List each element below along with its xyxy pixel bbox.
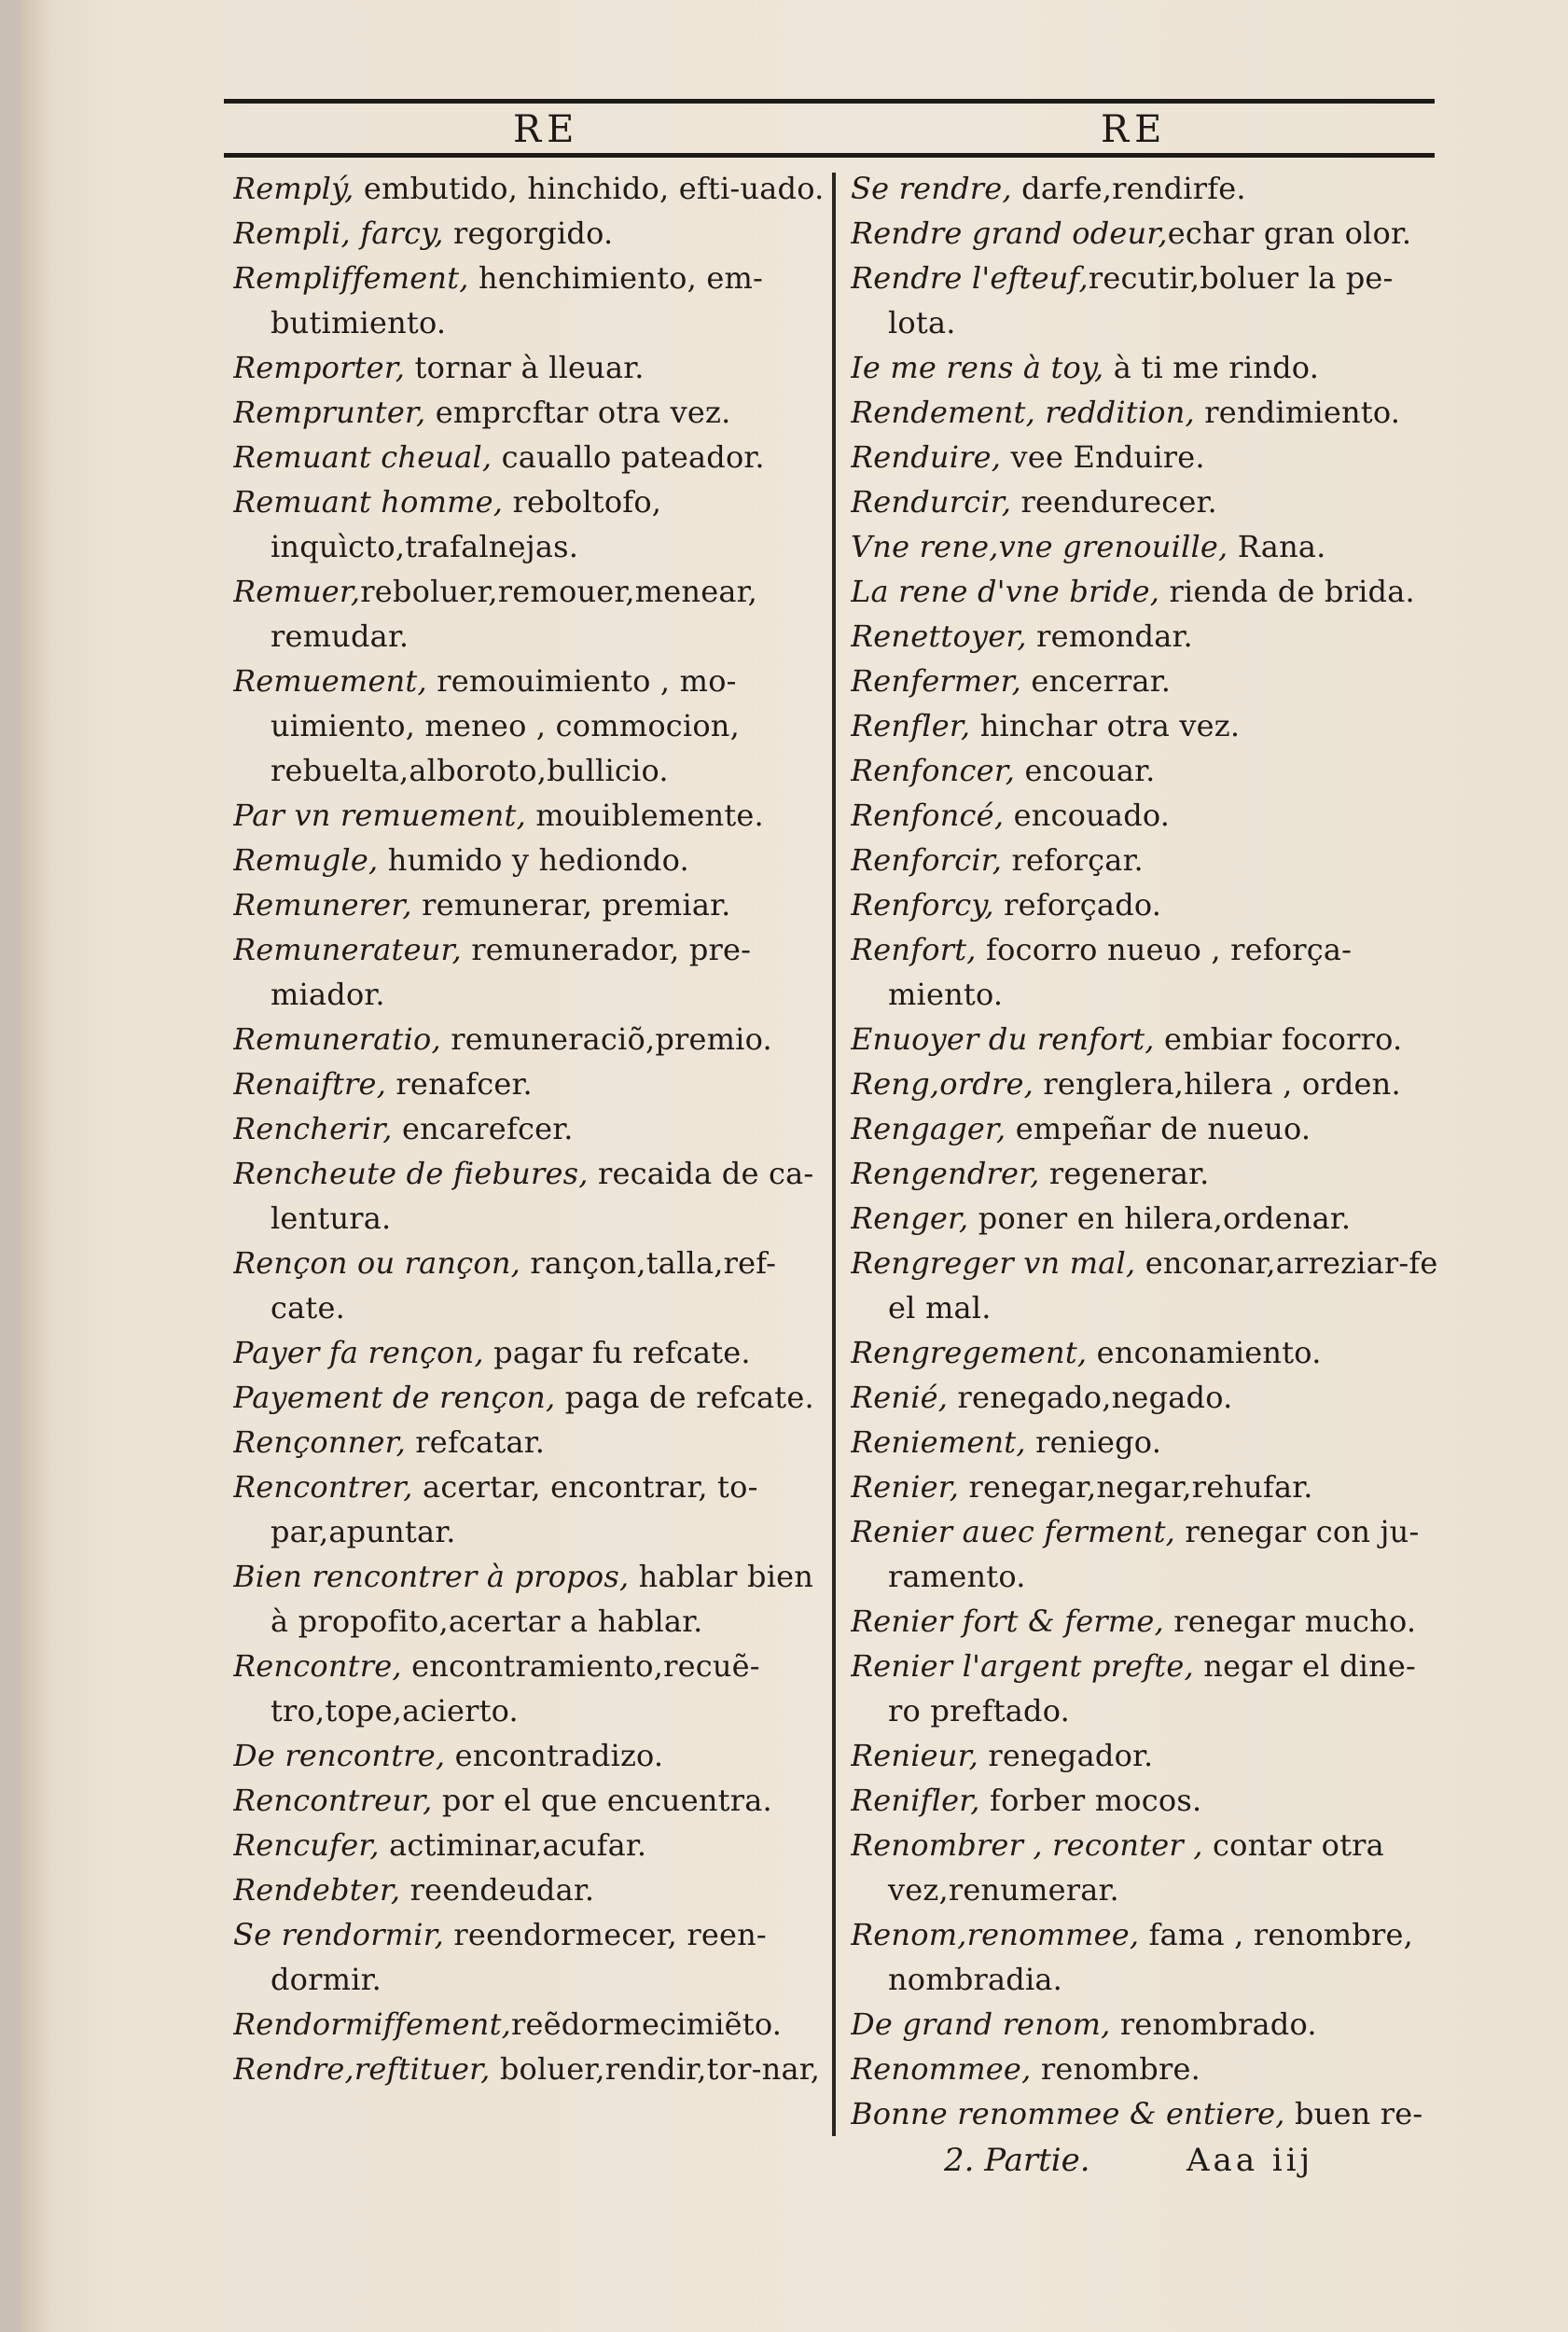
entry-definition: regorgido. bbox=[443, 215, 614, 251]
entry-definition: por el que encuentra. bbox=[432, 1783, 772, 1818]
dictionary-entry bbox=[233, 256, 840, 345]
entry-definition: buen re- bbox=[1294, 2096, 1423, 2131]
entry-headword: Rencherir, bbox=[233, 1111, 393, 1146]
entry-definition: encouar. bbox=[1015, 753, 1156, 788]
entry-headword: Se rendormir, bbox=[233, 1917, 445, 1952]
entry-headword: Vne rene,vne grenouille, bbox=[851, 529, 1228, 564]
entry-definition: darfe,rendirfe. bbox=[1011, 171, 1246, 206]
entry-definition: à ti me rindo. bbox=[1103, 350, 1320, 385]
entry-headword: Renforcy, bbox=[851, 887, 994, 923]
entry-definition: encouado. bbox=[1004, 798, 1171, 833]
entry-definition: pagar fu refcate. bbox=[483, 1335, 751, 1370]
entry-definition: refcatar. bbox=[405, 1424, 546, 1460]
entry-definition: humido y hediondo. bbox=[378, 842, 689, 878]
dictionary-entry bbox=[851, 1062, 1448, 1106]
signature-mark: 2. Partie. bbox=[944, 2142, 1090, 2179]
entry-definition: recutir,boluer la pe-lota. bbox=[888, 260, 1394, 340]
entry-definition: reforçar. bbox=[1002, 842, 1144, 878]
entry-headword: Rendre,reftituer, bbox=[233, 2051, 491, 2087]
page-header bbox=[224, 93, 1435, 166]
entry-headword: Renieur, bbox=[851, 1738, 978, 1773]
entry-definition: remondar. bbox=[1026, 618, 1193, 654]
dictionary-entry bbox=[233, 1554, 840, 1644]
entry-headword: Reng,ordre, bbox=[851, 1066, 1034, 1102]
header-rule-bottom bbox=[224, 153, 1435, 158]
entry-definition: actiminar,acufar. bbox=[379, 1827, 647, 1863]
entry-headword: Remuer, bbox=[233, 574, 361, 609]
dictionary-entry bbox=[233, 1375, 840, 1420]
entry-headword: Rencontreur, bbox=[233, 1783, 433, 1818]
entry-definition: reforçado. bbox=[993, 887, 1162, 923]
dictionary-entry bbox=[233, 1733, 840, 1778]
dictionary-entry bbox=[851, 211, 1448, 256]
entry-headword: Reniement, bbox=[851, 1424, 1026, 1460]
entry-definition: remuneraciõ,premio. bbox=[440, 1021, 772, 1057]
entry-headword: Rendre l'efteuf, bbox=[851, 260, 1089, 296]
entry-headword: Renduire, bbox=[851, 439, 1002, 475]
entry-headword: Remplý, bbox=[233, 171, 354, 206]
entry-definition: Rana. bbox=[1228, 529, 1326, 564]
entry-definition: embutido, hinchido, efti-uado. bbox=[354, 171, 825, 206]
entry-definition: forber mocos. bbox=[979, 1783, 1202, 1818]
entry-definition: echar gran olor. bbox=[1167, 215, 1412, 251]
dictionary-entry bbox=[233, 345, 840, 390]
entry-definition: enconar,arreziar-fe el mal. bbox=[888, 1245, 1438, 1326]
entry-headword: Payement de rençon, bbox=[233, 1380, 556, 1415]
entry-headword: Rendement, reddition, bbox=[851, 395, 1195, 430]
entry-headword: De rencontre, bbox=[233, 1738, 446, 1773]
dictionary-entry bbox=[851, 1106, 1448, 1151]
entry-definition: hablar bien à propofito,acertar a hablar. bbox=[271, 1559, 814, 1639]
entry-headword: Renier, bbox=[851, 1469, 960, 1505]
entry-headword: Payer fa rençon, bbox=[233, 1335, 484, 1370]
entry-headword: Bien rencontrer à propos, bbox=[233, 1559, 630, 1594]
dictionary-entry bbox=[851, 1375, 1448, 1420]
entry-headword: Renier l'argent prefte, bbox=[851, 1648, 1194, 1684]
dictionary-entry bbox=[851, 927, 1448, 1017]
entry-headword: Rengager, bbox=[851, 1111, 1006, 1146]
entry-definition: hinchar otra vez. bbox=[970, 708, 1241, 743]
dictionary-entry bbox=[851, 703, 1448, 748]
entry-headword: Rendurcir, bbox=[851, 484, 1012, 520]
entry-headword: Remprunter, bbox=[233, 395, 426, 430]
entry-headword: Rendormiffement, bbox=[233, 2006, 512, 2042]
entry-definition: renegar con ju-ramento. bbox=[888, 1514, 1420, 1594]
entry-headword: Rendebter, bbox=[233, 1872, 401, 1908]
entry-definition: reendormecer, reen-dormir. bbox=[271, 1917, 767, 1997]
entry-headword: Renfler, bbox=[851, 708, 971, 743]
entry-definition: renglera,hilera , orden. bbox=[1033, 1066, 1401, 1102]
dictionary-entry bbox=[851, 1733, 1448, 1778]
dictionary-entry bbox=[233, 166, 840, 211]
entry-headword: Renfoncer, bbox=[851, 753, 1016, 788]
dictionary-entry bbox=[233, 2002, 840, 2047]
entry-headword: Remugle, bbox=[233, 842, 379, 878]
entry-headword: Renombrer , reconter , bbox=[851, 1827, 1203, 1863]
entry-definition: tornar à lleuar. bbox=[405, 350, 645, 385]
entry-headword: Remunerateur, bbox=[233, 932, 462, 967]
dictionary-entry bbox=[233, 1644, 840, 1733]
entry-definition: renombrado. bbox=[1110, 2006, 1317, 2042]
entry-headword: Rençonner, bbox=[233, 1424, 406, 1460]
entry-headword: Rencontre, bbox=[233, 1648, 402, 1684]
entry-headword: Renifler, bbox=[851, 1783, 980, 1818]
dictionary-entry bbox=[851, 345, 1448, 390]
dictionary-entry bbox=[851, 793, 1448, 838]
entry-headword: Rendre grand odeur, bbox=[851, 215, 1168, 251]
dictionary-entry bbox=[233, 882, 840, 927]
entry-headword: La rene d'vne bride, bbox=[851, 574, 1160, 609]
dictionary-entry bbox=[233, 927, 840, 1017]
dictionary-entry bbox=[851, 838, 1448, 882]
dictionary-entry bbox=[233, 659, 840, 793]
entry-definition: remunerador, pre-miador. bbox=[271, 932, 752, 1012]
entry-definition: encarefcer. bbox=[392, 1111, 574, 1146]
header-rule-top bbox=[224, 99, 1435, 104]
dictionary-entry bbox=[851, 166, 1448, 211]
entry-headword: Renier fort & ferme, bbox=[851, 1603, 1164, 1639]
entry-definition: paga de refcate. bbox=[555, 1380, 814, 1415]
entry-definition: recaida de ca-lentura. bbox=[271, 1156, 814, 1236]
entry-definition: encerrar. bbox=[1020, 663, 1172, 699]
running-head-left: RE bbox=[513, 108, 580, 151]
entry-definition: poner en hilera,ordenar. bbox=[968, 1201, 1352, 1236]
entry-definition: regenerar. bbox=[1039, 1156, 1210, 1191]
page-footer bbox=[907, 2142, 1429, 2198]
entry-definition: reendeudar. bbox=[400, 1872, 595, 1908]
entry-headword: Remuant homme, bbox=[233, 484, 504, 520]
dictionary-entry bbox=[233, 1420, 840, 1464]
dictionary-entry bbox=[851, 659, 1448, 703]
left-column bbox=[233, 166, 840, 2134]
dictionary-entry bbox=[851, 2002, 1448, 2047]
running-head-right: RE bbox=[1101, 108, 1168, 151]
dictionary-entry bbox=[233, 435, 840, 479]
dictionary-entry bbox=[851, 435, 1448, 479]
entry-headword: Remporter, bbox=[233, 350, 406, 385]
entry-definition: reboltofo, inquìcto,trafalnejas. bbox=[271, 484, 662, 564]
dictionary-entry bbox=[233, 1017, 840, 1062]
dictionary-entry bbox=[233, 390, 840, 435]
dictionary-entry bbox=[233, 1464, 840, 1554]
entry-headword: Renom,renommee, bbox=[851, 1917, 1140, 1952]
dictionary-entry bbox=[851, 1778, 1448, 1823]
dictionary-entry bbox=[851, 1420, 1448, 1464]
entry-definition: fama , renombre, nombradia. bbox=[888, 1917, 1414, 1997]
entry-headword: Renforcir, bbox=[851, 842, 1003, 878]
dictionary-entry bbox=[233, 1912, 840, 2002]
entry-definition: renafcer. bbox=[386, 1066, 533, 1102]
entry-headword: Rencheute de fiebures, bbox=[233, 1156, 589, 1191]
entry-headword: Remuant cheual, bbox=[233, 439, 493, 475]
entry-definition: focorro nueuo , reforça-miento. bbox=[888, 932, 1353, 1012]
entry-headword: Renié, bbox=[851, 1380, 949, 1415]
entry-headword: Renier auec ferment, bbox=[851, 1514, 1175, 1549]
entry-definition: encontramiento,recuẽ-tro,tope,acierto. bbox=[271, 1648, 760, 1728]
entry-headword: Se rendre, bbox=[851, 171, 1012, 206]
entry-definition: emprcftar otra vez. bbox=[425, 395, 731, 430]
entry-definition: rendimiento. bbox=[1194, 395, 1401, 430]
entry-definition: renegador. bbox=[978, 1738, 1154, 1773]
dictionary-entry bbox=[233, 1062, 840, 1106]
entry-headword: Rengendrer, bbox=[851, 1156, 1040, 1191]
dictionary-entry bbox=[851, 1823, 1448, 1912]
dictionary-entry bbox=[233, 1151, 840, 1241]
entry-definition: renegar,negar,rehufar. bbox=[959, 1469, 1313, 1505]
dictionary-entry bbox=[851, 2091, 1448, 2134]
entry-headword: Remuneratio, bbox=[233, 1021, 441, 1057]
entry-definition: reẽdormecimiẽto. bbox=[511, 2006, 783, 2042]
dictionary-entry bbox=[851, 614, 1448, 659]
dictionary-entry bbox=[233, 1330, 840, 1375]
dictionary-entry bbox=[851, 524, 1448, 569]
entry-definition: renegar mucho. bbox=[1163, 1603, 1417, 1639]
dictionary-entry bbox=[851, 1330, 1448, 1375]
entry-definition: boluer,rendir,tor-nar, bbox=[490, 2051, 821, 2087]
dictionary-entry bbox=[851, 1599, 1448, 1644]
dictionary-entry bbox=[851, 1464, 1448, 1509]
entry-definition: empeñar de nueuo. bbox=[1006, 1111, 1311, 1146]
entry-definition: reboluer,remouer,menear, remudar. bbox=[271, 574, 758, 654]
entry-definition: renegado,negado. bbox=[948, 1380, 1233, 1415]
dictionary-entry bbox=[851, 1912, 1448, 2002]
entry-headword: Par vn remuement, bbox=[233, 798, 526, 833]
entry-headword: Rengreger vn mal, bbox=[851, 1245, 1136, 1281]
dictionary-page bbox=[21, 0, 1568, 2332]
entry-headword: De grand renom, bbox=[851, 2006, 1111, 2042]
entry-definition: cauallo pateador. bbox=[492, 439, 765, 475]
dictionary-entry bbox=[851, 2047, 1448, 2091]
entry-definition: enconamiento. bbox=[1087, 1335, 1322, 1370]
dictionary-entry bbox=[233, 838, 840, 882]
dictionary-entry bbox=[233, 1823, 840, 1867]
entry-headword: Remuement, bbox=[233, 663, 427, 699]
entry-definition: mouiblemente. bbox=[525, 798, 764, 833]
dictionary-entry bbox=[233, 793, 840, 838]
dictionary-entry bbox=[851, 1017, 1448, 1062]
dictionary-entry bbox=[851, 1644, 1448, 1733]
entry-headword: Rencufer, bbox=[233, 1827, 380, 1863]
dictionary-entry bbox=[233, 2047, 840, 2091]
dictionary-entry bbox=[233, 1241, 840, 1330]
entry-definition: negar el dine-ro preftado. bbox=[888, 1648, 1417, 1728]
entry-headword: Rengregement, bbox=[851, 1335, 1088, 1370]
entry-headword: Remunerer, bbox=[233, 887, 412, 923]
dictionary-entry bbox=[851, 1151, 1448, 1196]
dictionary-entry bbox=[851, 256, 1448, 345]
dictionary-entry bbox=[851, 479, 1448, 524]
entry-headword: Renfoncé, bbox=[851, 798, 1005, 833]
entry-headword: Bonne renommee & entiere, bbox=[851, 2096, 1285, 2131]
entry-definition: henchimiento, em-butimiento. bbox=[271, 260, 764, 340]
entry-headword: Renaiftre, bbox=[233, 1066, 387, 1102]
entry-headword: Renger, bbox=[851, 1201, 969, 1236]
entry-definition: encontradizo. bbox=[445, 1738, 664, 1773]
entry-definition: rienda de brida. bbox=[1159, 574, 1415, 609]
dictionary-entry bbox=[233, 1867, 840, 1912]
dictionary-entry bbox=[851, 882, 1448, 927]
right-column bbox=[851, 166, 1448, 2134]
entry-definition: remunerar, premiar. bbox=[411, 887, 731, 923]
column-divider bbox=[832, 173, 836, 2136]
dictionary-entry bbox=[233, 1778, 840, 1823]
leaf-number: Aaa iij bbox=[1186, 2142, 1314, 2179]
dictionary-entry bbox=[851, 1196, 1448, 1241]
dictionary-entry bbox=[851, 569, 1448, 614]
entry-definition: acertar, encontrar, to-par,apuntar. bbox=[271, 1469, 758, 1549]
entry-headword: Rençon ou rançon, bbox=[233, 1245, 521, 1281]
dictionary-entry bbox=[851, 1241, 1448, 1330]
entry-definition: vee Enduire. bbox=[1001, 439, 1205, 475]
dictionary-entry bbox=[233, 1106, 840, 1151]
dictionary-entry bbox=[851, 1509, 1448, 1599]
entry-definition: reniego. bbox=[1025, 1424, 1162, 1460]
entry-headword: Enuoyer du renfort, bbox=[851, 1021, 1155, 1057]
entry-headword: Rempliffement, bbox=[233, 260, 469, 296]
entry-definition: contar otra vez,renumerar. bbox=[888, 1827, 1384, 1908]
dictionary-entry bbox=[851, 390, 1448, 435]
dictionary-entry bbox=[851, 748, 1448, 793]
entry-headword: Ie me rens à toy, bbox=[851, 350, 1104, 385]
dictionary-entry bbox=[233, 211, 840, 256]
dictionary-entry bbox=[233, 569, 840, 659]
entry-headword: Rempli, farcy, bbox=[233, 215, 444, 251]
entry-definition: reendurecer. bbox=[1011, 484, 1217, 520]
entry-definition: renombre. bbox=[1031, 2051, 1200, 2087]
entry-headword: Renettoyer, bbox=[851, 618, 1027, 654]
dictionary-entry bbox=[233, 479, 840, 569]
entry-headword: Rencontrer, bbox=[233, 1469, 413, 1505]
entry-headword: Renfort, bbox=[851, 932, 977, 967]
entry-definition: remouimiento , mo-uimiento, meneo , commocion, rebuelta,alboroto,bullicio. bbox=[271, 663, 740, 788]
entry-definition: rançon,talla,ref-cate. bbox=[271, 1245, 777, 1326]
entry-headword: Renfermer, bbox=[851, 663, 1021, 699]
entry-definition: embiar focorro. bbox=[1154, 1021, 1403, 1057]
entry-headword: Renommee, bbox=[851, 2051, 1032, 2087]
